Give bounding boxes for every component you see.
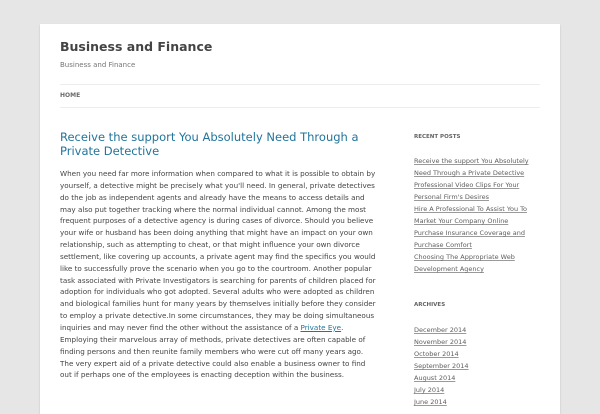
archive-link[interactable]: July 2014 [414, 386, 445, 394]
post-title[interactable]: Receive the support You Absolutely Need Through a Private Detective [60, 130, 359, 158]
archive-link[interactable]: October 2014 [414, 350, 459, 358]
private-eye-link[interactable]: Private Eye [300, 322, 342, 332]
archives-heading: ARCHIVES [414, 302, 446, 308]
list-item [414, 251, 544, 275]
list-item [414, 324, 544, 336]
recent-post-link[interactable]: Choosing The Appropriate Web Development Agency [414, 253, 515, 273]
archive-link[interactable]: June 2014 [414, 398, 447, 406]
list-item [414, 360, 544, 372]
archive-link[interactable]: August 2014 [414, 374, 456, 382]
archive-link[interactable]: September 2014 [414, 362, 469, 370]
list-item [414, 372, 544, 384]
list-item [414, 179, 544, 203]
list-item [414, 227, 544, 251]
list-item [414, 396, 544, 408]
post-body-text-continued: . Employing their marvelous array of methods, private detectives are often capable of finding persons and then reunite family members who were cut off many years ago. The very expert aid of a private detective could also enable a business owner to find out if perhaps one of the employees is enacting deception within the business. [60, 322, 366, 380]
recent-posts-heading: RECENT POSTS [414, 134, 461, 140]
archive-link[interactable]: November 2014 [414, 338, 467, 346]
main-navigation [60, 84, 540, 108]
site-description: Business and Finance [60, 61, 136, 69]
post-body-text: When you need far more information when compared to what it is possible to obtain by yourself, a detective might be precisely what you'll need. In general, private detectives do the job as independent agents and already have the means to access details and may also put together tracking where the normal individual cannot. Among the most frequent purposes of a detective agency is during cases of divorce. Should you believe your wife or husband has been doing anything that might have an impact on your own relationship, such as attempting to cheat, or that might influence your own divorce settlement, like covering up accounts, a private agent may find the specifics you would like to successfully prove the scenario when you go to the courtroom. Another popular task associated with Private Investigators is searching for parents of children placed for adoption for individuals who got adopted. Several adults who were adopted as children and biological families hunt for many years by themselves initially before they consider to employ a private detective.In some circumstances, they may be doing simultaneous inquiries and may never find the other without the assistance of a [60, 169, 376, 332]
recent-posts-list [414, 155, 544, 275]
recent-post-link[interactable]: Purchase Insurance Coverage and Purchase Comfort [414, 229, 525, 249]
list-item [414, 155, 544, 179]
site-title[interactable]: Business and Finance [60, 39, 213, 54]
list-item [414, 348, 544, 360]
archive-link[interactable]: December 2014 [414, 326, 467, 334]
list-item [414, 203, 544, 227]
post-content [60, 168, 376, 381]
page-container [40, 24, 560, 414]
list-item [414, 336, 544, 348]
recent-post-link[interactable]: Professional Video Clips For Your Personal Firm's Desires [414, 181, 520, 201]
archives-list [414, 324, 544, 408]
nav-home-link[interactable]: HOME [60, 92, 81, 99]
recent-post-link[interactable]: Hire A Professional To Assist You To Market Your Company Online [414, 205, 527, 225]
list-item [414, 384, 544, 396]
recent-post-link[interactable]: Receive the support You Absolutely Need Through a Private Detective [414, 157, 529, 177]
